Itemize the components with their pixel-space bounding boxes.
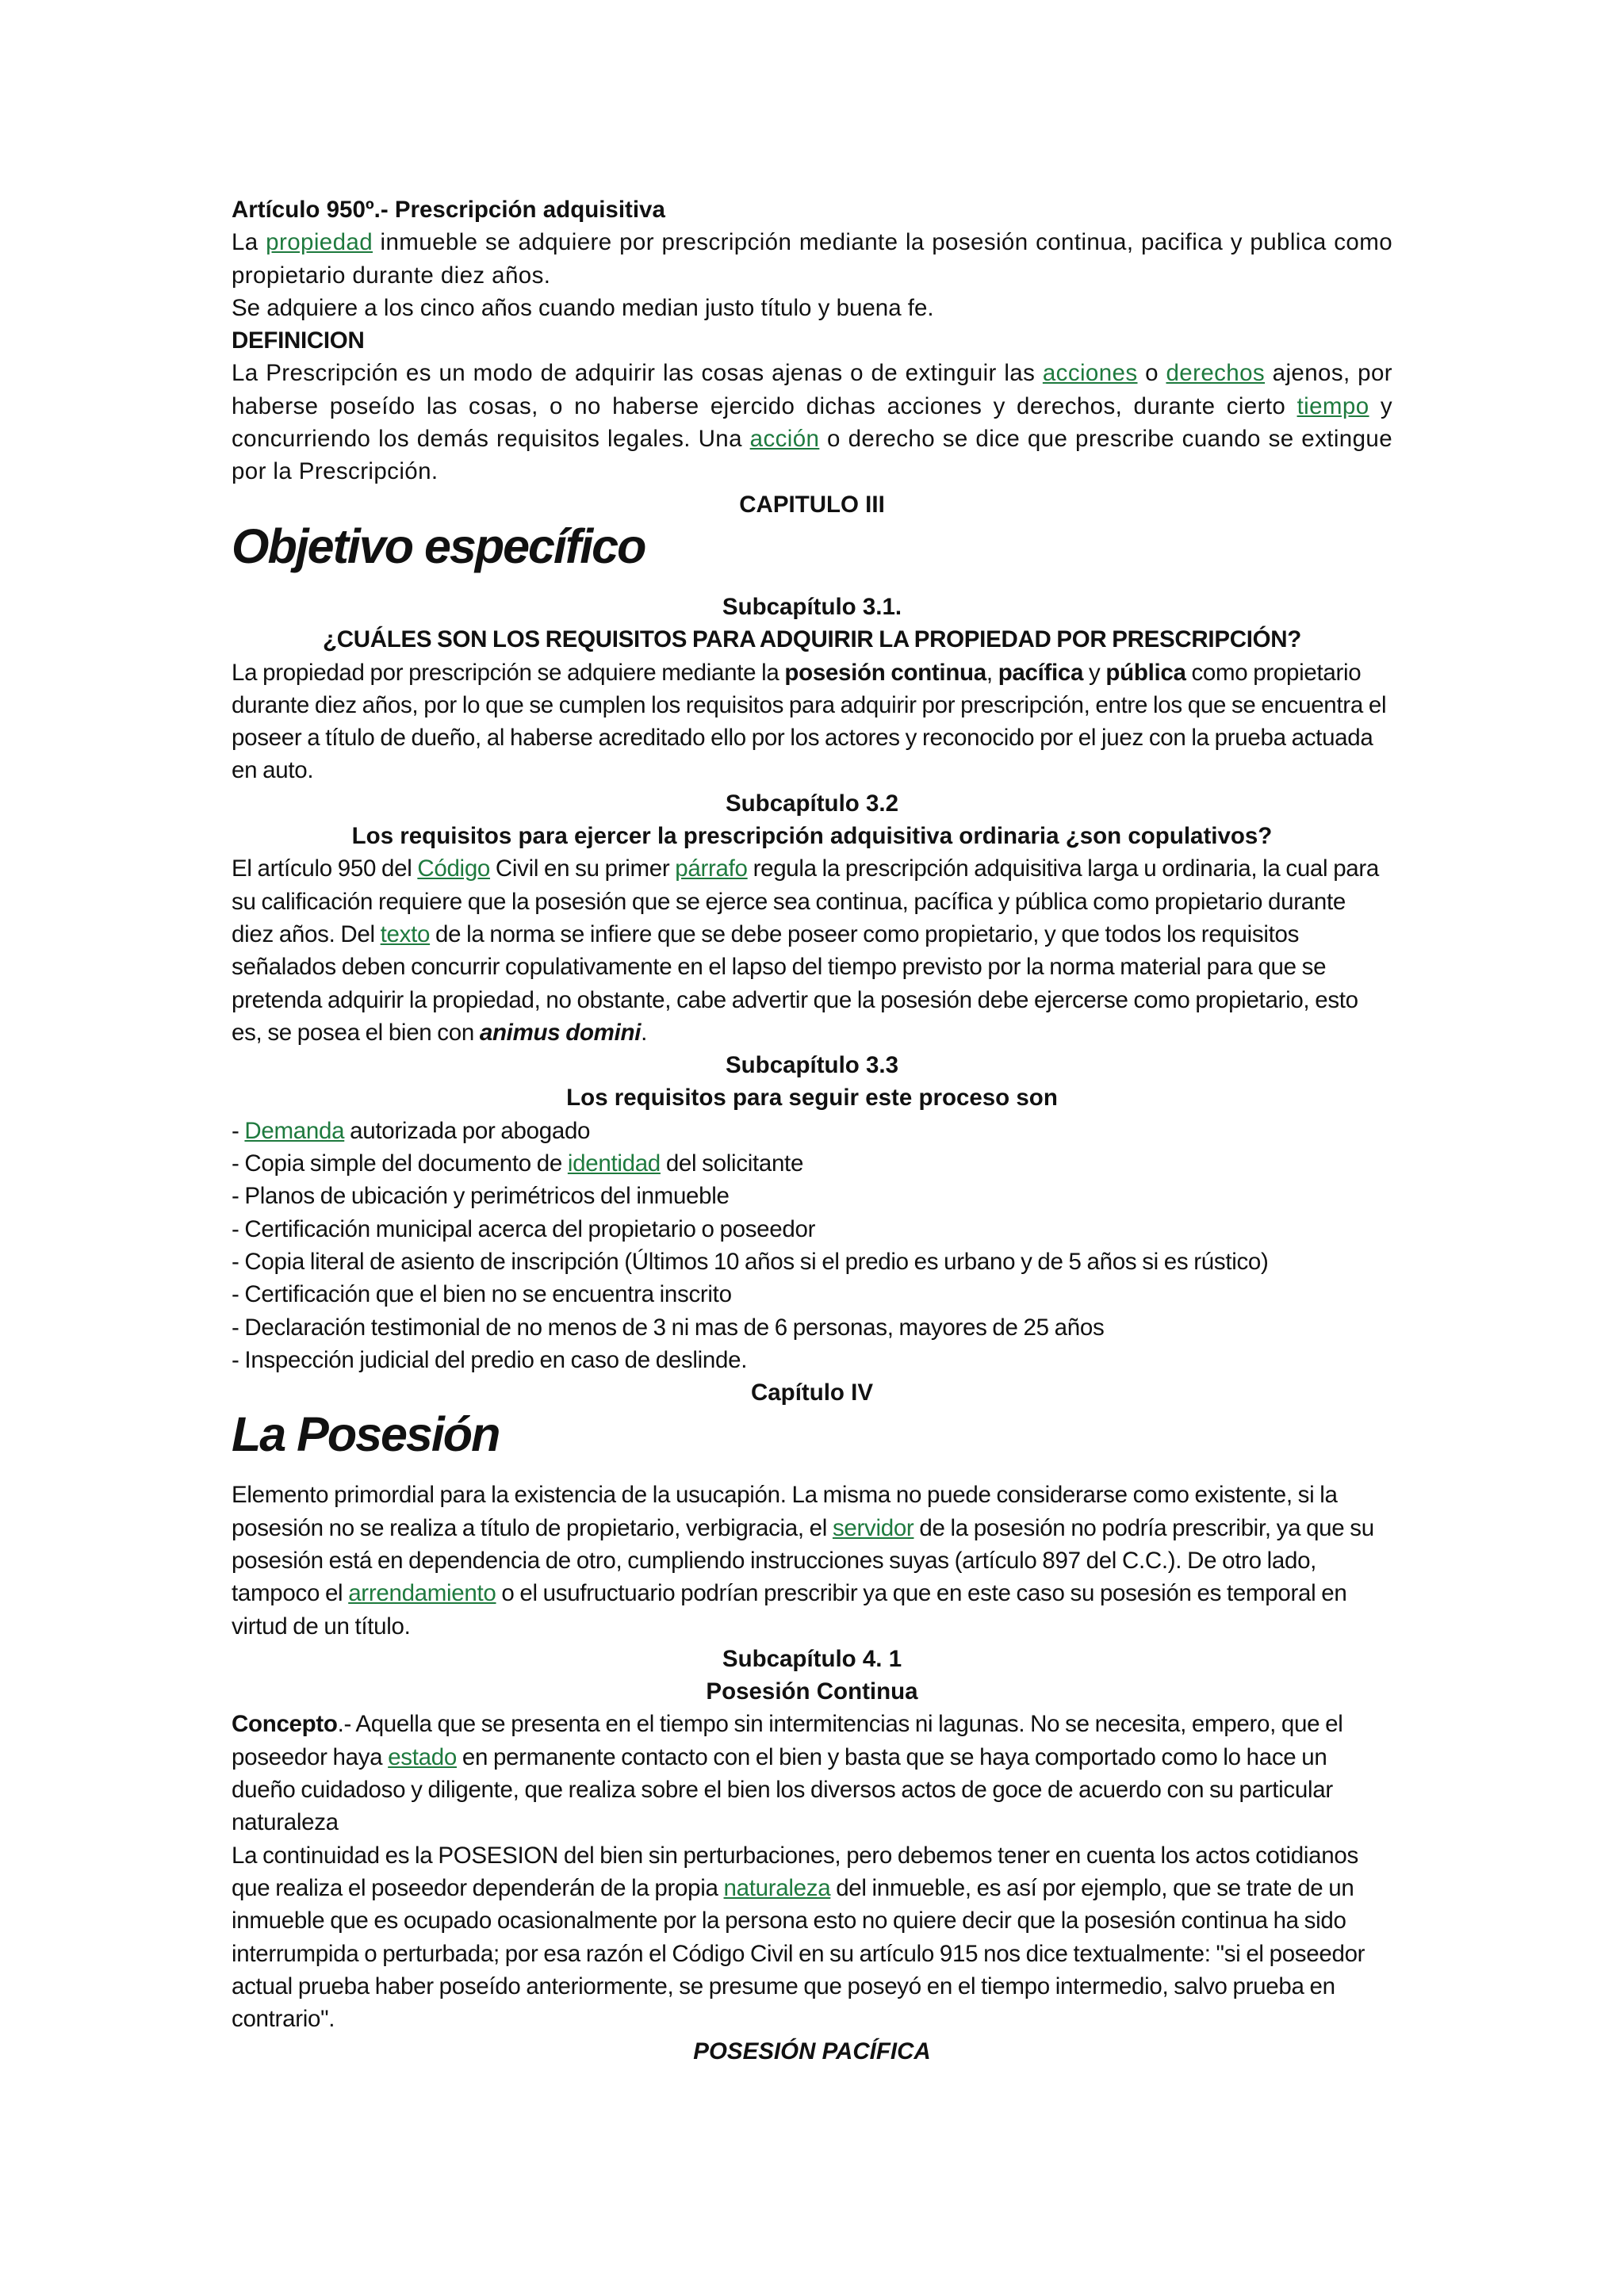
chapter-3-label: CAPITULO III (739, 491, 885, 518)
link-parrafo[interactable]: párrafo (675, 855, 748, 882)
link-texto[interactable]: texto (380, 920, 431, 947)
link-identidad[interactable]: identidad (567, 1150, 661, 1177)
list-item: - Copia simple del documento de identidad del solicitante (232, 1150, 804, 1177)
chapter-4-title: La Posesión (232, 1407, 500, 1462)
link-accion[interactable]: acción (749, 426, 820, 453)
list-item: - Inspección judicial del predio en caso de deslinde. (232, 1346, 748, 1373)
article-950-paragraph-1: La propiedad inmueble se adquiere por prescripción mediante la posesión continua, pacifica y publica como propietario durante diez años. (232, 229, 1392, 289)
link-estado[interactable]: estado (388, 1743, 457, 1770)
link-tiempo[interactable]: tiempo (1297, 392, 1369, 419)
link-codigo[interactable]: Código (417, 855, 491, 882)
subchapter-3-2-label: Subcapítulo 3.2 (725, 790, 898, 817)
list-item: - Certificación que el bien no se encuentra inscrito (232, 1281, 732, 1308)
requirements-list (232, 1115, 1392, 1376)
subchapter-3-1-title: ¿CUÁLES SON LOS REQUISITOS PARA ADQUIRIR LA PROPIEDAD POR PRESCRIPCIÓN? (323, 626, 1301, 653)
link-propiedad[interactable]: propiedad (266, 229, 373, 256)
chapter-4-paragraph: Elemento primordial para la existencia de la usucapión. La misma no puede considerarse como existente, si la posesión no se realiza a título de propietario, verbigracia, el servidor de la posesión no podría prescribir, ya que su posesión está en dependencia de otro, cumpliendo instrucciones suyas (artículo 897 del C.C.). De otro lado, tampoco el arrendamiento o el usufructuario podrían prescribir ya que en este caso su posesión es temporal en virtud de un título. (232, 1482, 1374, 1640)
subchapter-4-1-label: Subcapítulo 4. 1 (722, 1645, 902, 1672)
concept-paragraph: Concepto.- Aquella que se presenta en el tiempo sin intermitencias ni lagunas. No se necesita, empero, que el poseedor haya estado en permanente contacto con el bien y basta que se haya comportado como lo hace un dueño cuidadoso y diligente, que realiza sobre el bien los diversos actos de goce de acuerdo con su particular naturaleza (232, 1711, 1343, 1836)
list-item: - Demanda autorizada por abogado (232, 1117, 591, 1144)
link-acciones[interactable]: acciones (1042, 360, 1138, 387)
list-item: - Planos de ubicación y perimétricos del inmueble (232, 1183, 730, 1210)
subchapter-3-3-label: Subcapítulo 3.3 (725, 1052, 898, 1079)
article-950-heading: Artículo 950º.- Prescripción adquisitiva (232, 197, 665, 223)
subchapter-3-3-title: Los requisitos para seguir este proceso son (566, 1085, 1058, 1112)
chapter-4-label: Capítulo IV (750, 1380, 874, 1406)
subchapter-3-1-label: Subcapítulo 3.1. (722, 593, 902, 620)
posesion-pacifica-heading: POSESIÓN PACÍFICA (693, 2038, 931, 2065)
definicion-heading: DEFINICION (232, 327, 365, 354)
continuity-paragraph: La continuidad es la POSESION del bien sin perturbaciones, pero debemos tener en cuenta los actos cotidianos que realiza el poseedor dependerán de la propia naturaleza del inmueble, es así por ejemplo, que se trate de un inmueble que es ocupado ocasionalmente por la persona esto no quiere decir que la posesión continua ha sido interrumpida o perturbada; por esa razón el Código Civil en su artículo 915 nos dice textualmente: "si el poseedor actual prueba haber poseído anteriormente, se presume que poseyó en el tiempo intermedio, salvo prueba en contrario". (232, 1842, 1365, 2033)
chapter-3-title: Objetivo específico (232, 519, 645, 573)
subchapter-3-2-paragraph: El artículo 950 del Código Civil en su primer párrafo regula la prescripción adquisitiva larga u ordinaria, la cual para su calificación requiere que la posesión que se ejerce sea continua, pacífica y pública como propietario durante diez años. Del texto de la norma se infiere que se debe poseer como propietario, y que todos los requisitos señalados deben concurrir copulativamente en el lapso del tiempo previsto por la norma material para que se pretenda adquirir la propiedad, no obstante, cabe advertir que la posesión debe ejercerse como propietario, esto es, se posea el bien con animus domini. (232, 855, 1380, 1046)
link-servidor[interactable]: servidor (832, 1514, 914, 1541)
subchapter-3-2-title: Los requisitos para ejercer la prescripción adquisitiva ordinaria ¿son copulativos? (351, 823, 1273, 850)
subchapter-4-1-title: Posesión Continua (706, 1678, 918, 1705)
chapter-4-title-block (232, 1409, 1392, 1479)
list-item: - Certificación municipal acerca del propietario o poseedor (232, 1215, 816, 1242)
concept-label: Concepto (232, 1711, 338, 1738)
link-naturaleza[interactable]: naturaleza (723, 1874, 831, 1901)
document-page (232, 193, 1392, 2068)
article-950-paragraph-2: Se adquiere a los cinco años cuando median justo título y buena fe. (232, 294, 934, 321)
link-arrendamiento[interactable]: arrendamiento (348, 1580, 496, 1607)
subchapter-3-1-paragraph: La propiedad por prescripción se adquiere mediante la posesión continua, pacífica y pública como propietario durante diez años, por lo que se cumplen los requisitos para adquirir por prescripción, entre los que se encuentra el poseer a título de dueño, al haberse acreditado ello por los actores y reconocido por el juez con la prueba actuada en auto. (232, 659, 1387, 784)
list-item: - Copia literal de asiento de inscripción (Últimos 10 años si el predio es urbano y de 5 años si es rústico) (232, 1248, 1269, 1275)
chapter-3-title-block (232, 521, 1392, 591)
list-item: - Declaración testimonial de no menos de 3 ni mas de 6 personas, mayores de 25 años (232, 1314, 1105, 1341)
link-derechos[interactable]: derechos (1166, 360, 1266, 387)
link-demanda[interactable]: Demanda (244, 1117, 345, 1144)
definicion-paragraph: La Prescripción es un modo de adquirir las cosas ajenas o de extinguir las acciones o derechos ajenos, por haberse poseído las cosas, o no haberse ejercido dichas acciones y derechos, durante cierto tiempo y concurriendo los demás requisitos legales. Una acción o derecho se dice que prescribe cuando se extingue por la Prescripción. (232, 360, 1393, 485)
